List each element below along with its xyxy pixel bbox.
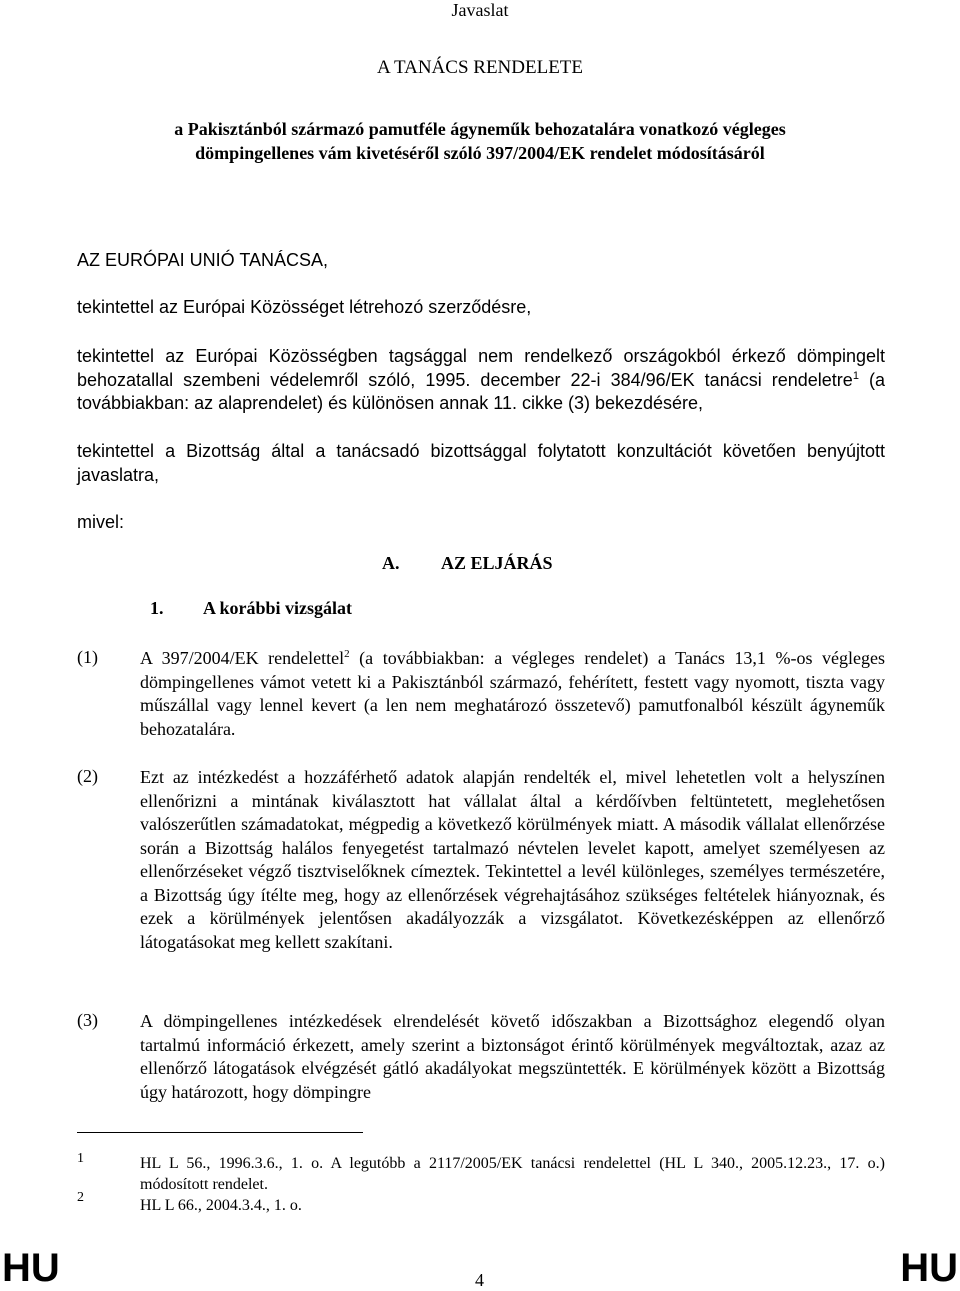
paragraph-number: (1): [77, 647, 98, 667]
citation-basic-regulation-text: tekintettel az Európai Közösségben tagsággal nem rendelkező országokból érkező dömpingelt behozatallal szembeni védelemről szóló, 1995. december 22-i 384/96/EK tanácsi rendeletre: [77, 346, 885, 390]
paragraph-1-text-2: (a továbbiakban: a végleges rendelet) a Tanács 13,1 %-os végleges dömpingellenes vámot vetett ki a Pakisztánból származó, fehérített, festett vagy nyomott, tiszta vagy műszállal vagy lennel kevert (a len nem meghatározó összetevő) pamutfonalból készült ágyneműk behozatalára.: [140, 648, 885, 739]
section-letter: A.: [382, 553, 400, 573]
citation-treaty: tekintettel az Európai Közösséget létrehozó szerződésre,: [77, 297, 532, 317]
council-heading: AZ EURÓPAI UNIÓ TANÁCSA,: [77, 250, 329, 270]
document-label: Javaslat: [451, 0, 509, 20]
paragraph-number: (3): [77, 1010, 98, 1030]
footnote-separator: [77, 1132, 363, 1133]
page-number: 4: [475, 1270, 484, 1290]
paragraph-number: (2): [77, 766, 98, 786]
language-code-left: HU: [2, 1246, 60, 1290]
document-title: A TANÁCS RENDELETE: [376, 57, 584, 78]
citation-basic-regulation: [77, 345, 885, 416]
section-title: AZ ELJÁRÁS: [441, 553, 553, 573]
paragraph-1-text: A 397/2004/EK rendelettel: [140, 648, 345, 668]
subtitle-line-2: dömpingellenes vám kivetéséről szóló 397/2004/EK rendelet módosításáról: [195, 143, 765, 163]
footnote-text: HL L 56., 1996.3.6., 1. o. A legutóbb a 2117/2005/EK tanácsi rendelettel (HL L 340., 2005.12.23., 17. o.) módosított rendelet.: [140, 1155, 885, 1193]
language-code-right: HU: [900, 1246, 958, 1290]
footnote-ref-1: 1: [852, 369, 859, 382]
citation-basic-regulation-text-2: (a továbbiakban: az alaprendelet) és különösen annak 11. cikke (3) bekezdésére,: [77, 369, 885, 413]
document-subtitle: [0, 117, 960, 165]
footnote-ref-2: 2: [344, 648, 350, 660]
paragraph-text: [140, 647, 885, 741]
footnote-number: 2: [77, 1190, 84, 1205]
footnote-number: 1: [77, 1151, 84, 1166]
subsection-title: A korábbi vizsgálat: [203, 598, 353, 618]
subtitle-line-1: a Pakisztánból származó pamutféle ágyneműk behozatalára vonatkozó végleges: [174, 119, 786, 139]
citation-proposal: tekintettel a Bizottság által a tanácsadó bizottsággal folytatott konzultációt követően benyújtott javaslatra,: [77, 441, 885, 485]
footnote-text: HL L 66., 2004.3.4., 1. o.: [140, 1197, 302, 1214]
paragraph-text: A dömpingellenes intézkedések elrendelését követő időszakban a Bizottsághoz elegendő olyan tartalmú információ érkezett, amely szerint a biztonságot érintő körülmények megváltoztak, azaz az ellenőrző látogatások elvégzését gátló akadályokat megszüntették. E körülmények között a Bizottság úgy határozott, hogy dömpingre: [140, 1011, 885, 1102]
subsection-number: 1.: [150, 598, 164, 618]
paragraph-text: Ezt az intézkedést a hozzáférhető adatok alapján rendelték el, mivel lehetetlen volt a helyszínen ellenőrizni a mintának kiválasztott hat vállalat által a kérdőívben feltüntetett, meglehetősen valószerűtlen számadatokat, mégpedig a következő körülmények miatt. A második vállalat ellenőrzése során a Bizottság halálos fenyegetést tartalmazó névtelen levelet kapott, amelyet személyesen az ellenőrzéseket végző tisztviselőknek címeztek. Tekintettel a levél különleges, személyes természetére, a Bizottság úgy ítélte meg, hogy az ellenőrzések végrehajtásához szükséges feltételek hiányoznak, és ezek a körülmények jelentősen akadályozzák a vizsgálatot. Következésképpen az ellenőrző látogatásokat meg kellett szakítani.: [140, 767, 885, 952]
whereas-label: mivel:: [77, 512, 125, 532]
